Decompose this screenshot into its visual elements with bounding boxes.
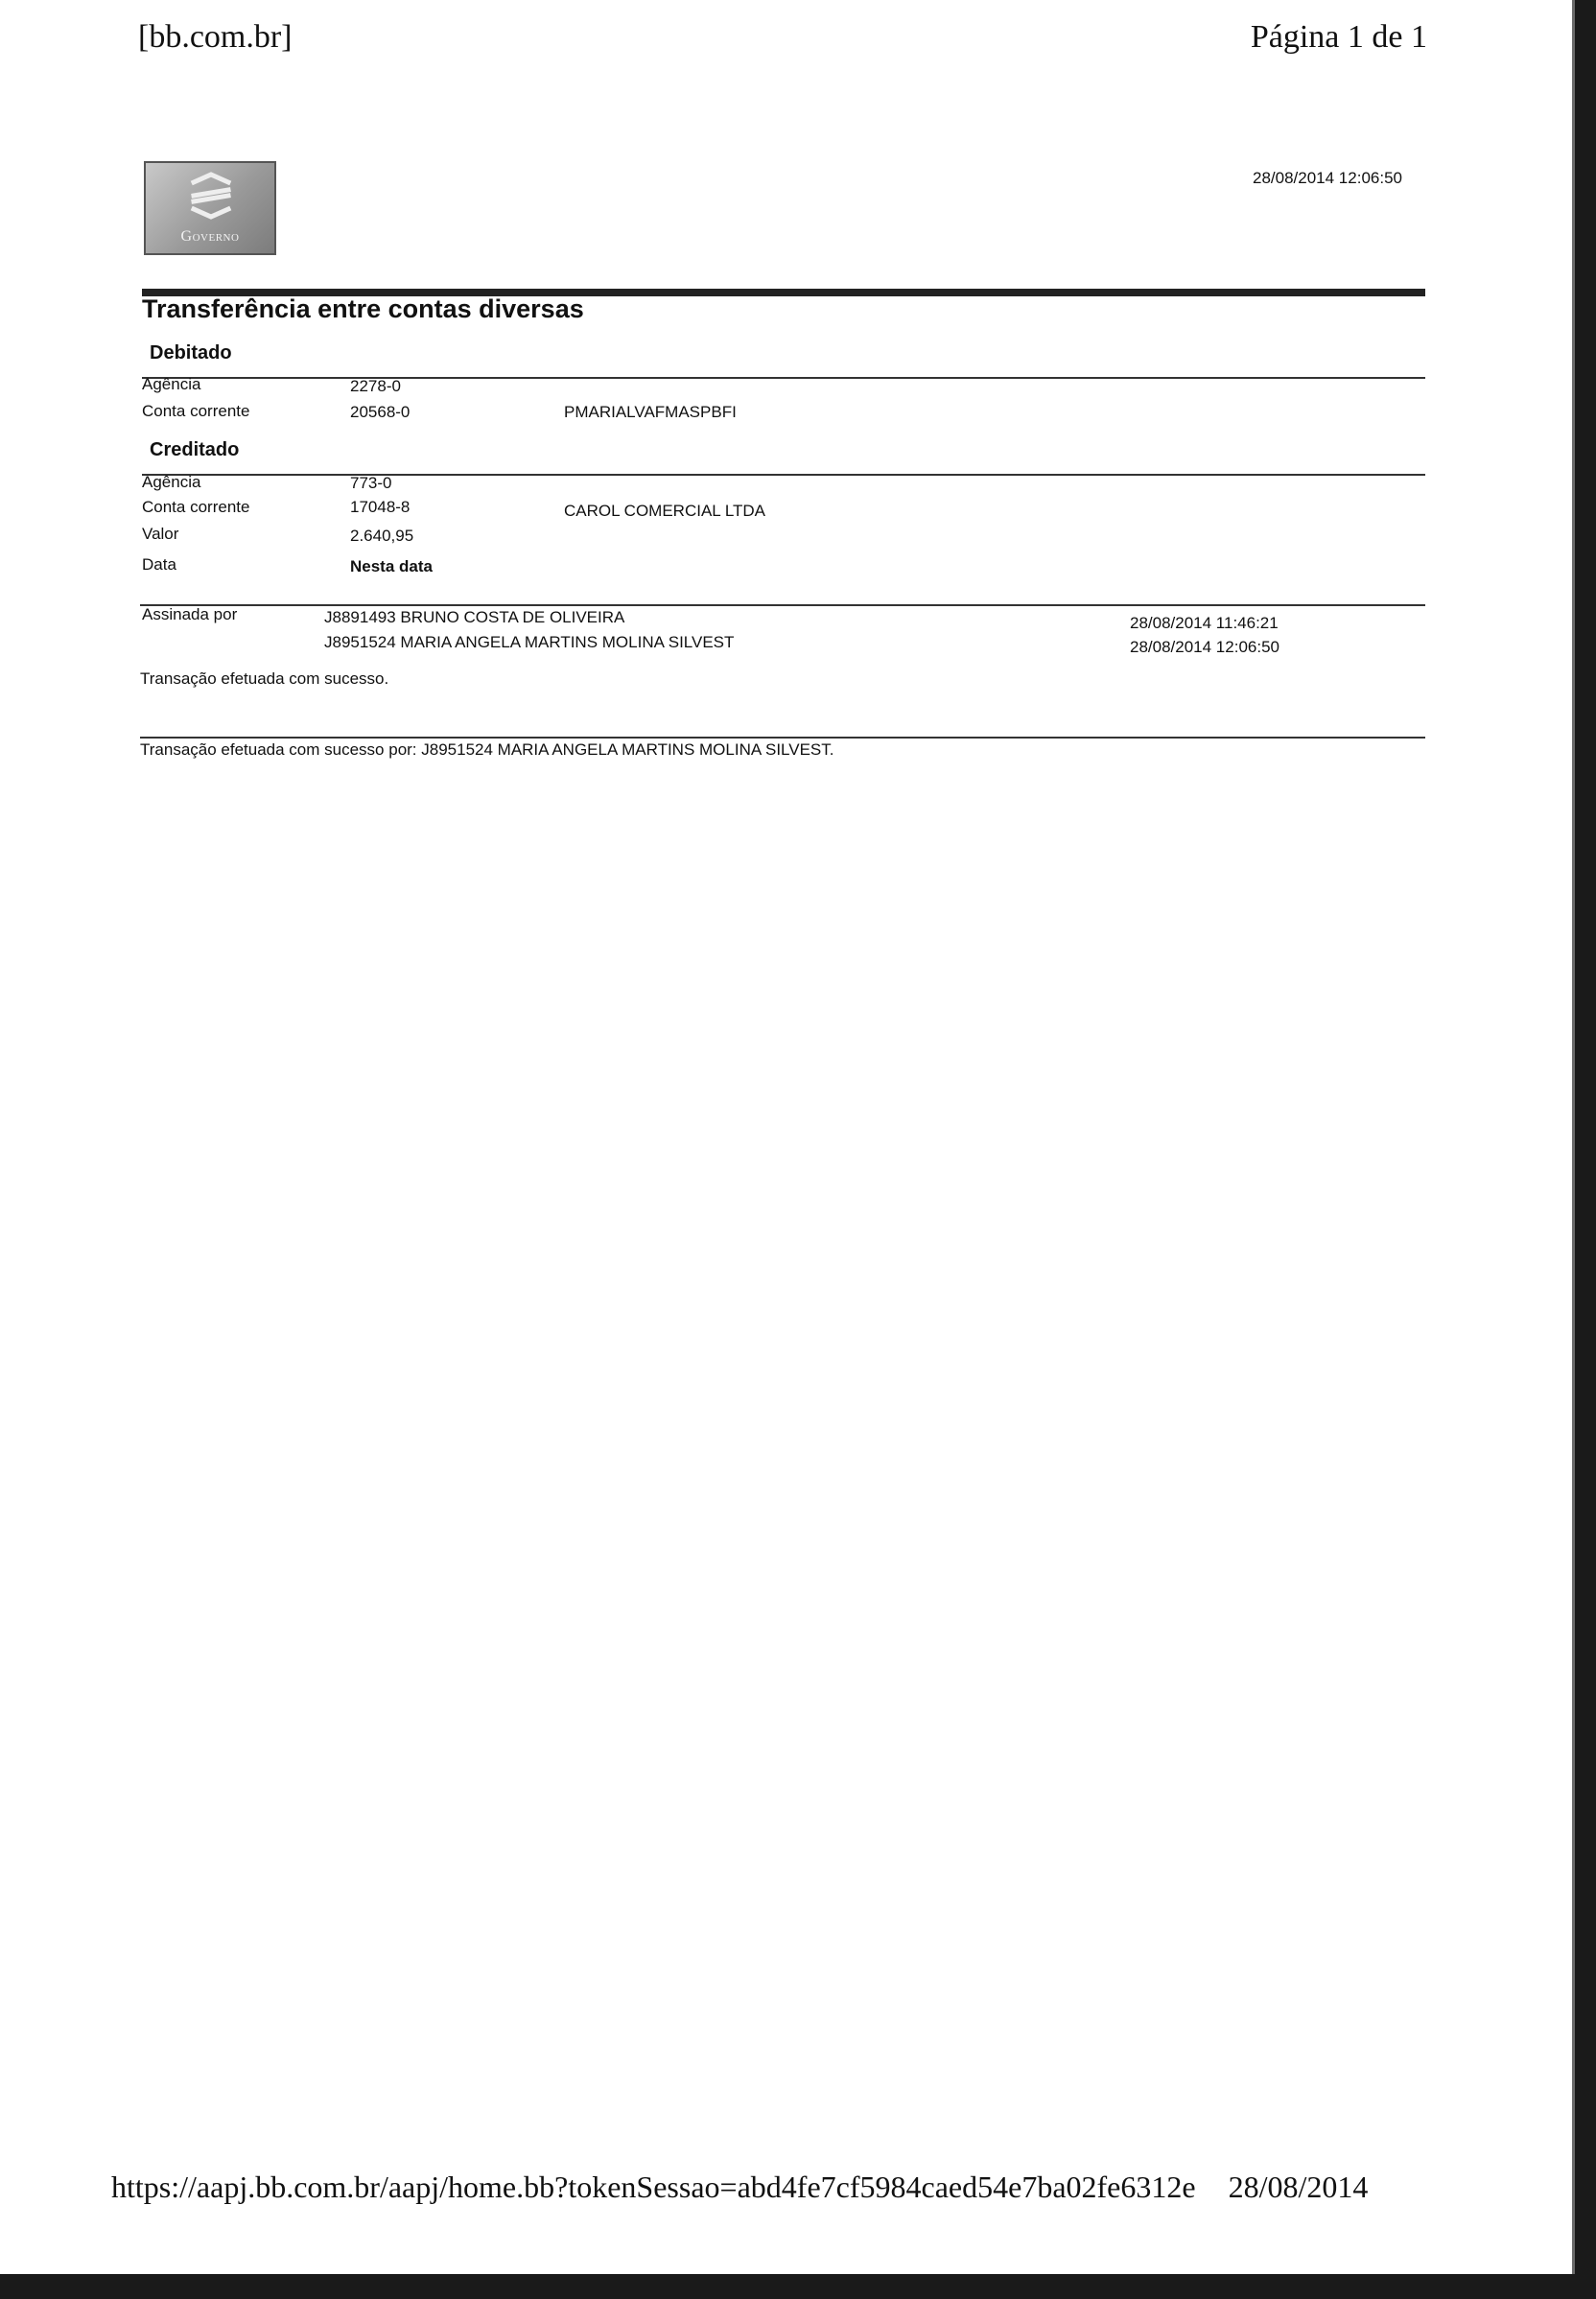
creditado-titular: CAROL COMERCIAL LTDA (564, 502, 766, 520)
print-header-page-info: Página 1 de 1 (1250, 19, 1427, 55)
bb-logo-icon (184, 169, 238, 223)
final-rule (140, 737, 1425, 739)
debitado-agencia-value: 2278-0 (350, 377, 401, 395)
debitado-heading: Debitado (150, 342, 232, 364)
signer-1-datetime: 28/08/2014 11:46:21 (1130, 614, 1279, 632)
creditado-valor-value: 2.640,95 (350, 527, 414, 545)
creditado-rule (142, 474, 1425, 476)
creditado-data-label: Data (142, 555, 176, 574)
creditado-valor-label: Valor (142, 525, 179, 543)
creditado-heading: Creditado (150, 439, 240, 460)
scan-edge-bottom (0, 2274, 1596, 2299)
debitado-conta-value: 20568-0 (350, 403, 411, 421)
debitado-conta-label: Conta corrente (142, 402, 250, 420)
creditado-conta-label: Conta corrente (142, 498, 250, 516)
logo-text: Governo (180, 228, 240, 245)
creditado-data-value: Nesta data (350, 557, 433, 575)
signer-2-datetime: 28/08/2014 12:06:50 (1130, 638, 1279, 656)
scan-edge-right (1575, 0, 1596, 2299)
creditado-agencia-value: 773-0 (350, 474, 392, 492)
debitado-agencia-label: Agência (142, 375, 201, 393)
governo-logo (144, 161, 276, 255)
debitado-rule (142, 377, 1425, 379)
status-message: Transação efetuada com sucesso. (140, 669, 389, 688)
final-message: Transação efetuada com sucesso por: J8951524 MARIA ANGELA MARTINS MOLINA SILVEST. (140, 740, 834, 759)
print-footer (111, 2170, 1368, 2205)
assinaturas-rule (140, 604, 1425, 606)
page-title: Transferência entre contas diversas (142, 294, 584, 323)
creditado-agencia-label: Agência (142, 473, 201, 491)
debitado-titular: PMARIALVAFMASPBFI (564, 403, 737, 421)
assinada-por-label: Assinada por (142, 605, 238, 623)
signer-1: J8891493 BRUNO COSTA DE OLIVEIRA (324, 608, 625, 626)
creditado-conta-value: 17048-8 (350, 498, 411, 516)
print-header-site: [bb.com.br] (138, 19, 293, 55)
print-footer-date: 28/08/2014 (1228, 2170, 1369, 2204)
signer-2: J8951524 MARIA ANGELA MARTINS MOLINA SILVEST (324, 633, 735, 651)
document-timestamp: 28/08/2014 12:06:50 (1253, 169, 1402, 187)
print-footer-url: https://aapj.bb.com.br/aapj/home.bb?tokenSessao=abd4fe7cf5984caed54e7ba02fe6312e (111, 2170, 1196, 2204)
